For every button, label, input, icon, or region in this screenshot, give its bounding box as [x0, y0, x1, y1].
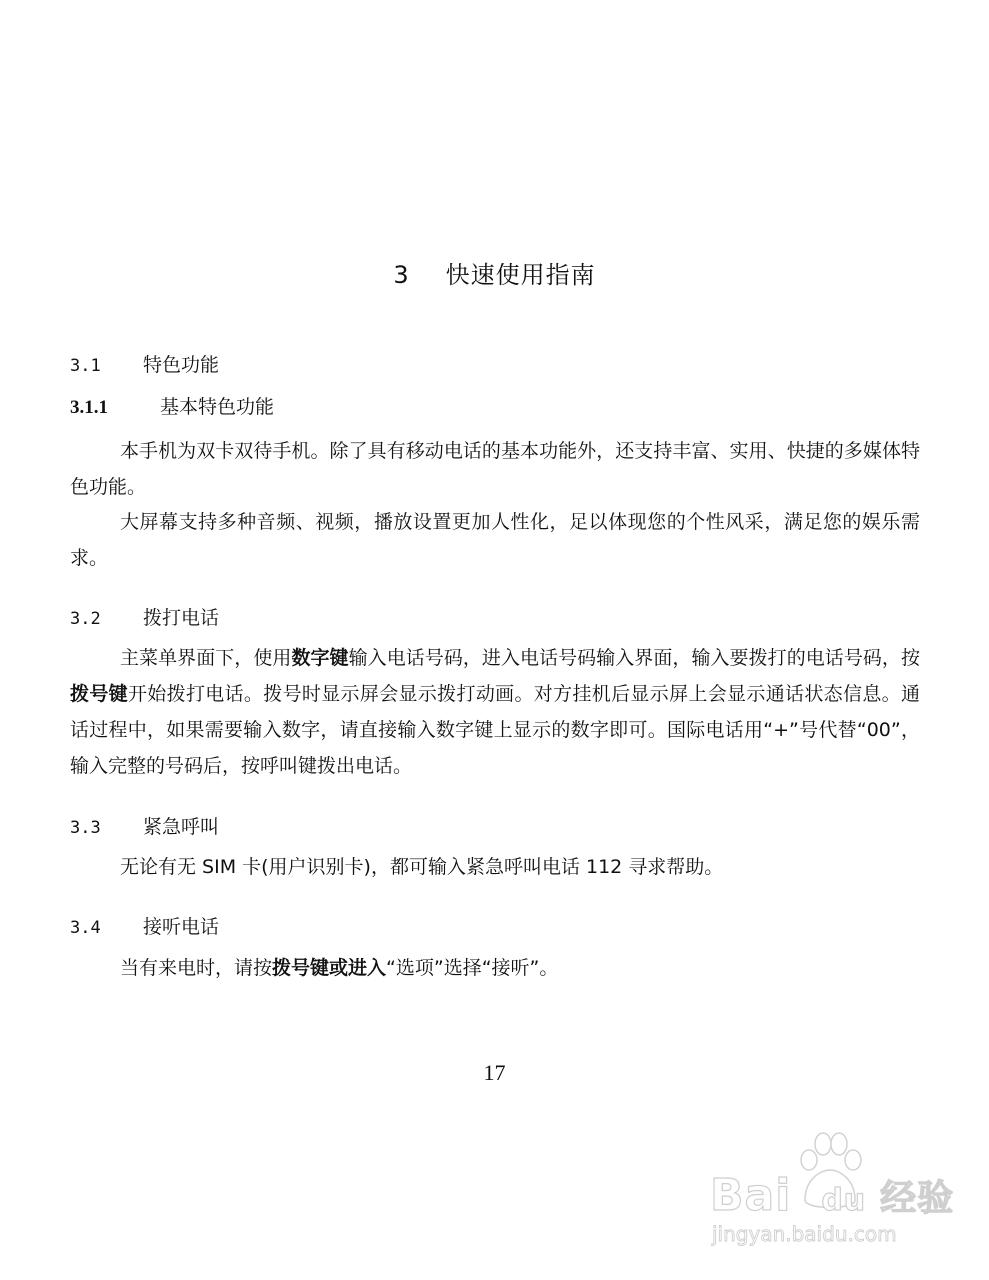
- section-number: 3.2: [70, 609, 101, 629]
- bold-term-number-keys: 数字键: [291, 647, 349, 669]
- section-number: 3.4: [70, 918, 101, 938]
- text-run: 输入电话号码，进入电话号码输入界面，输入要拨打的电话号码，按: [348, 647, 920, 669]
- logo-jingyan: 经验: [880, 1178, 955, 1219]
- section-title: 紧急呼叫: [143, 816, 220, 838]
- section-number: 3.1: [70, 356, 101, 376]
- page-number: 17: [483, 1060, 506, 1085]
- paragraph-basic-features-1: 本手机为双卡双待手机。除了具有移动电话的基本功能外，还支持丰富、实用、快捷的多媒体特色功能。: [70, 440, 920, 498]
- paragraph-emergency-call: 无论有无 SIM 卡(用户识别卡)，都可输入紧急呼叫电话 112 寻求帮助。: [120, 856, 724, 878]
- paragraph-basic-features-2: 大屏幕支持多种音频、视频，播放设置更加人性化，足以体现您的个性风采，满足您的娱乐需求。: [70, 511, 920, 569]
- text-run: 主菜单界面下，使用: [120, 647, 292, 669]
- bold-term-dial-key-or-enter: 拨号键或进入: [272, 957, 387, 979]
- logo-bai: Bai: [710, 1170, 792, 1221]
- text-run: 开始拨打电话。拨号时显示屏会显示拨打动画。对方挂机后显示屏上会显示通话状态信息。通话过程中，如果需要输入数字，请直接输入数字键上显示的数字即可。国际电话用“+”号代替“00”，输入完整的号码后，按呼叫键拨出电话。: [70, 683, 920, 777]
- section-number: 3.1.1: [70, 397, 108, 418]
- watermark-logo: [710, 1170, 954, 1221]
- section-number: 3.3: [70, 818, 101, 838]
- section-title: 接听电话: [143, 916, 220, 938]
- section-title: 基本特色功能: [160, 396, 275, 418]
- chapter-title: [0, 255, 989, 290]
- section-heading-3-4: [70, 912, 219, 939]
- section-heading-3-2: [70, 603, 219, 630]
- watermark-url: jingyan.baidu.com: [712, 1222, 897, 1246]
- paragraph-answer-call: [70, 950, 920, 986]
- text-run: “选项”选择“接听”。: [386, 957, 559, 979]
- chapter-title-text: 快速使用指南: [445, 261, 596, 289]
- chapter-number: 3: [393, 261, 410, 289]
- section-title: 拨打电话: [143, 607, 220, 629]
- section-heading-3-1: [70, 350, 219, 377]
- bold-term-dial-key: 拨号键: [70, 683, 128, 705]
- text-run: 当有来电时，请按: [120, 957, 273, 979]
- section-heading-3-3: [70, 812, 219, 839]
- baidu-jingyan-watermark: [700, 1130, 955, 1246]
- logo-du: du: [821, 1183, 867, 1218]
- section-heading-3-1-1: [70, 392, 274, 419]
- paragraph-make-call: [70, 640, 920, 784]
- section-title: 特色功能: [143, 354, 220, 376]
